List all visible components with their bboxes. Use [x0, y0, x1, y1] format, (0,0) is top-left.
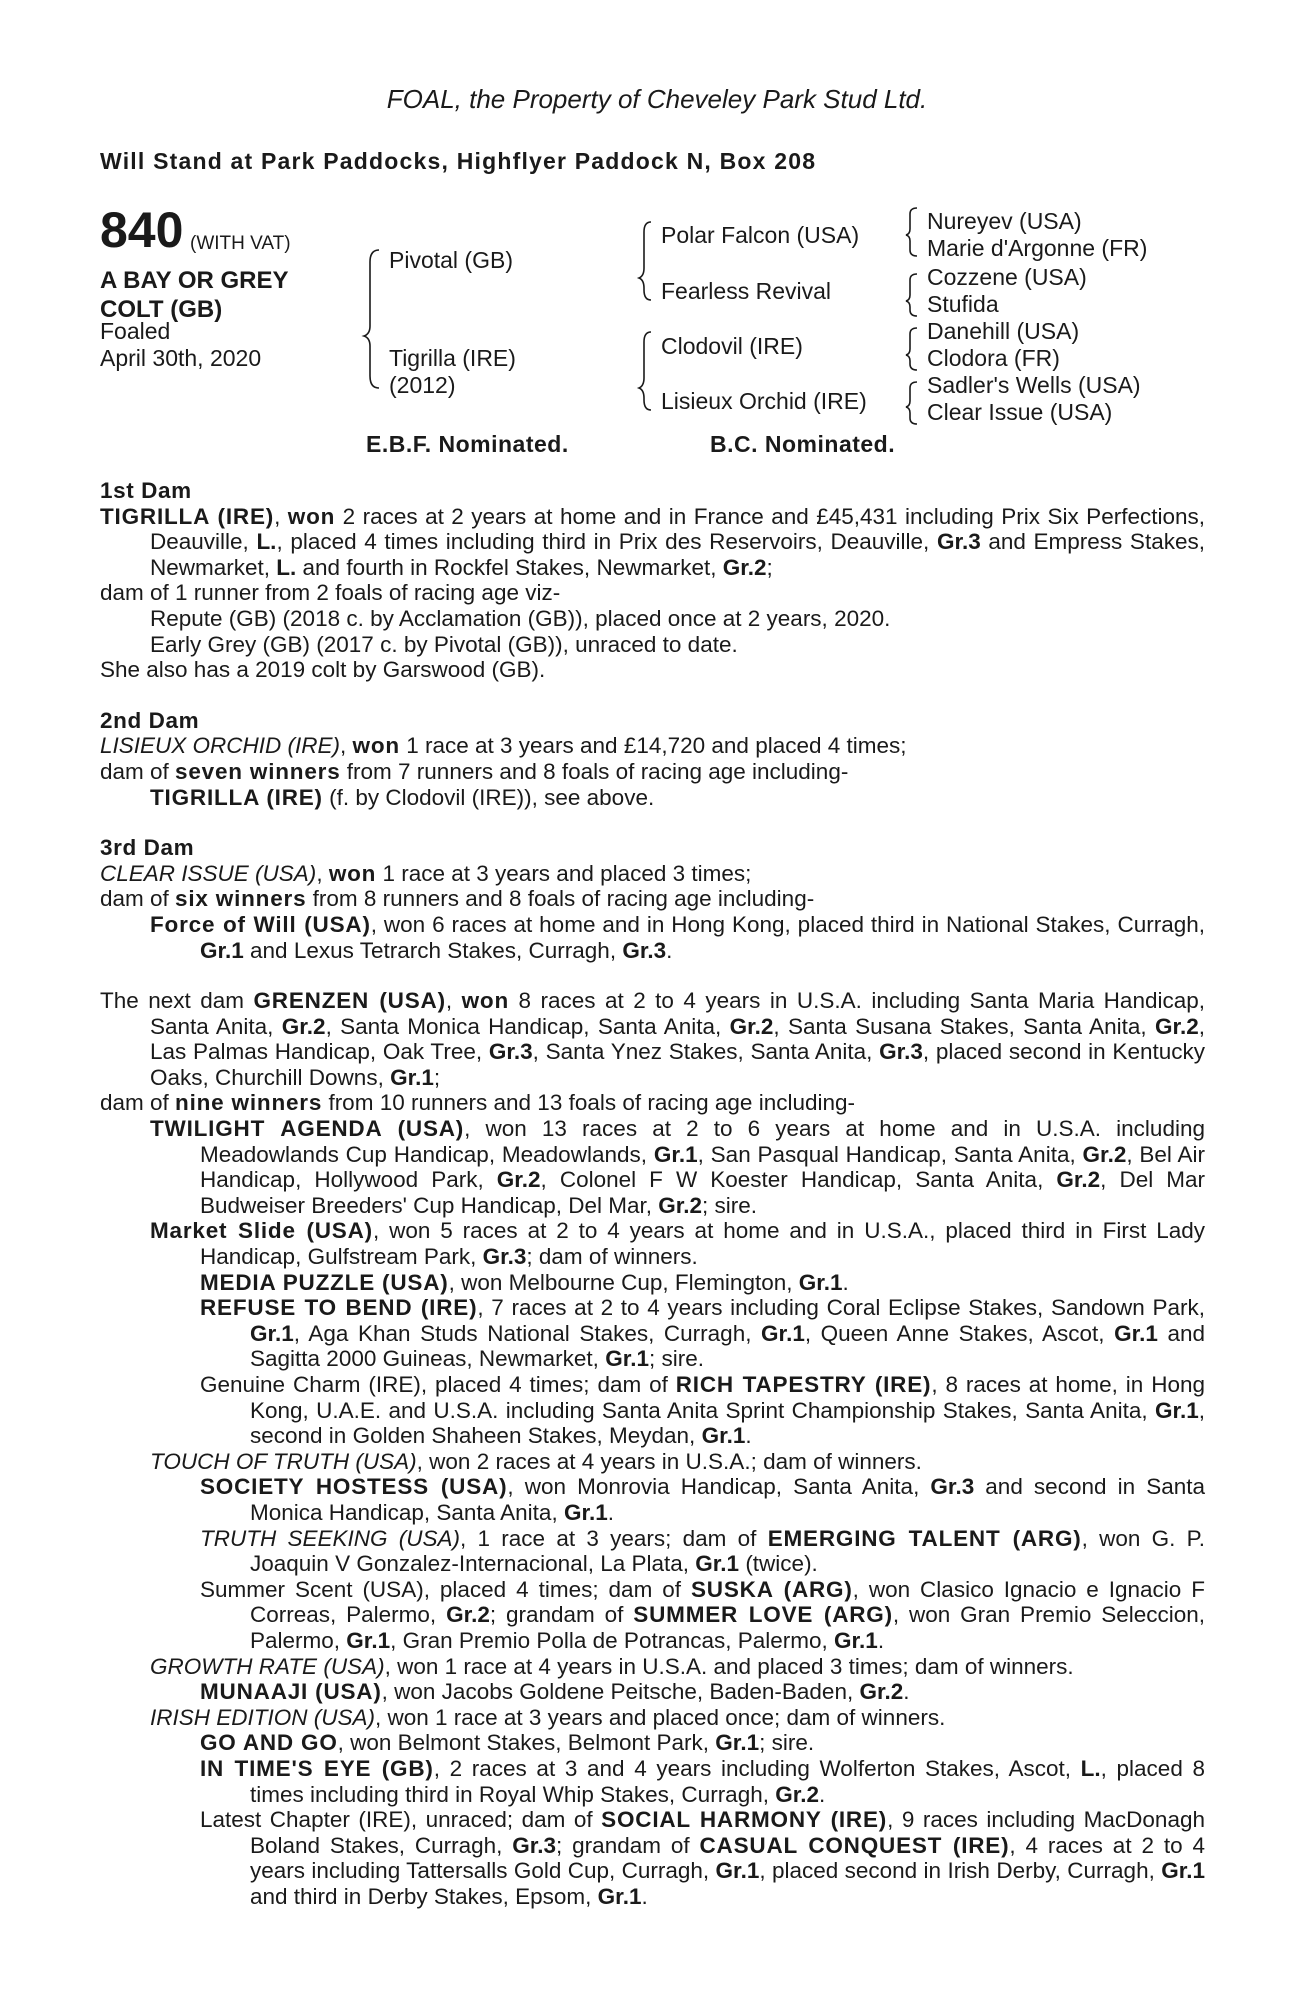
go-and-go: GO AND GO, won Belmont Stakes, Belmont Park, Gr.1; sire. — [200, 1730, 815, 1756]
page-title: FOAL, the Property of Cheveley Park Stud Ltd. — [386, 84, 928, 114]
society-hostess: SOCIETY HOSTESS (USA), won Monrovia Handicap, Santa Anita, Gr.3 and second in Santa Monica Handicap, Santa Anita, Gr.1. — [200, 1474, 1205, 1525]
irish-edition: IRISH EDITION (USA), won 1 race at 3 years and placed once; dam of winners. — [150, 1704, 946, 1730]
third-dam-entry: CLEAR ISSUE (USA), won 1 race at 3 years and placed 3 times; — [100, 860, 752, 886]
munaaji: MUNAAJI (USA), won Jacobs Goldene Peitsche, Baden-Baden, Gr.2. — [200, 1679, 910, 1705]
stand-location: Will Stand at Park Paddocks, Highflyer Paddock N, Box 208 — [100, 148, 817, 174]
second-dam-produce: dam of seven winners from 7 runners and 8 foals of racing age including- — [100, 758, 849, 784]
second-dam-entry: LISIEUX ORCHID (IRE), won 1 race at 3 years and £14,720 and placed 4 times; — [100, 733, 907, 759]
colt-line-2: COLT (GB) — [100, 296, 223, 323]
first-dam-produce: dam of 1 runner from 2 foals of racing age viz- — [100, 580, 561, 606]
second-dam-heading: 2nd Dam — [100, 707, 200, 733]
market-slide: Market Slide (USA), won 5 races at 2 to 4 years at home and in U.S.A., placed third in First Lady Handicap, Gulfstream Park, Gr.3; dam of winners. — [150, 1218, 1205, 1270]
pedigree-sire-dam: Fearless Revival — [661, 278, 831, 304]
third-dam-produce: dam of six winners from 8 runners and 8 foals of racing age including- — [100, 886, 815, 912]
colt-line-1: A BAY OR GREY — [100, 267, 289, 294]
pedigree-sss: Nureyev (USA) — [927, 208, 1082, 234]
in-times-eye: IN TIME'S EYE (GB), 2 races at 3 and 4 years including Wolferton Stakes, Ascot, L., placed 8 times including third in Royal Whip Stakes, Curragh, Gr.2. — [200, 1755, 1205, 1807]
pedigree-dam-dam: Lisieux Orchid (IRE) — [661, 388, 867, 414]
media-puzzle: MEDIA PUZZLE (USA), won Melbourne Cup, Flemington, Gr.1. — [200, 1269, 849, 1295]
pedigree-dsd: Clodora (FR) — [927, 345, 1060, 371]
next-dam-entry: The next dam GRENZEN (USA), won 8 races at 2 to 4 years in U.S.A. including Santa Maria Handicap, Santa Anita, Gr.2, Santa Monica Handicap, Santa Anita, Gr.2, Santa Susana Stakes, Santa Anita, Gr.2, Las Palmas Handicap, Oak Tree, Gr.3, Santa Ynez Stakes, Santa Anita, Gr.3, placed second in Kentucky Oaks, Churchill Downs, Gr.1; — [100, 988, 1205, 1090]
lot-vat: (WITH VAT) — [190, 233, 291, 254]
produce-repute: Repute (GB) (2018 c. by Acclamation (GB)), placed once at 2 years, 2020. — [150, 605, 891, 631]
pedigree-ssd: Marie d'Argonne (FR) — [927, 235, 1148, 261]
next-dam-produce: dam of nine winners from 10 runners and 13 foals of racing age including- — [100, 1090, 856, 1116]
spacer — [100, 963, 1205, 988]
third-dam-heading: 3rd Dam — [100, 835, 195, 861]
second-dam-tigrilla: TIGRILLA (IRE) (f. by Clodovil (IRE)), see above. — [150, 784, 655, 810]
lot-number: 840 — [100, 202, 184, 258]
first-dam-heading: 1st Dam — [100, 478, 192, 503]
growth-rate: GROWTH RATE (USA), won 1 race at 4 years in U.S.A. and placed 3 times; dam of winners. — [150, 1653, 1074, 1679]
pedigree-sdd: Stufida — [927, 291, 999, 317]
spacer — [100, 810, 1205, 835]
touch-of-truth: TOUCH OF TRUTH (USA), won 2 races at 4 years in U.S.A.; dam of winners. — [150, 1448, 922, 1474]
refuse-to-bend: REFUSE TO BEND (IRE), 7 races at 2 to 4 years including Coral Eclipse Stakes, Sandown Park, Gr.1, Aga Khan Studs National Stakes, Curragh, Gr.1, Queen Anne Stakes, Ascot, Gr.1 and Sagitta 2000 Guineas, Newmarket, Gr.1; sire. — [200, 1295, 1206, 1372]
pedigree-dam-year: (2012) — [389, 372, 456, 398]
pedigree-sire: Pivotal (GB) — [389, 247, 513, 273]
ebf-nominated: E.B.F. Nominated. — [366, 431, 569, 457]
truth-seeking: TRUTH SEEKING (USA), 1 race at 3 years; dam of EMERGING TALENT (ARG), won G. P. Joaquin V Gonzalez-Internacional, La Plata, Gr.1 (twice). — [200, 1525, 1205, 1577]
foaled-date: April 30th, 2020 — [100, 345, 262, 371]
summer-scent: Summer Scent (USA), placed 4 times; dam of SUSKA (ARG), won Clasico Ignacio e Ignacio F Correas, Palermo, Gr.2; grandam of SUMMER LOVE (ARG), won Gran Premio Seleccion, Palermo, Gr.1, Gran Premio Polla de Potrancas, Palermo, Gr.1. — [200, 1576, 1206, 1653]
pedigree-notes — [100, 478, 1205, 1909]
genuine-charm: Genuine Charm (IRE), placed 4 times; dam of RICH TAPESTRY (IRE), 8 races at home, in Hong Kong, U.A.E. and U.S.A. including Santa Anita Sprint Championship Stakes, Santa Anita, Gr.1, second in Golden Shaheen Stakes, Meydan, Gr.1. — [200, 1372, 1205, 1449]
pedigree-dam: Tigrilla (IRE) — [389, 345, 516, 371]
spacer — [100, 683, 1205, 708]
pedigree-dds: Sadler's Wells (USA) — [927, 372, 1141, 398]
pedigree-sds: Cozzene (USA) — [927, 264, 1087, 290]
latest-chapter: Latest Chapter (IRE), unraced; dam of SOCIAL HARMONY (IRE), 9 races including MacDonagh Boland Stakes, Curragh, Gr.3; grandam of CASUAL CONQUEST (IRE), 4 races at 2 to 4 years including Tattersalls Gold Cup, Curragh, Gr.1, placed second in Irish Derby, Curragh, Gr.1 and third in Derby Stakes, Epsom, Gr.1. — [200, 1807, 1205, 1909]
bc-nominated: B.C. Nominated. — [710, 431, 896, 457]
pedigree-ddd: Clear Issue (USA) — [927, 399, 1113, 425]
foaled-label: Foaled — [100, 318, 171, 344]
pedigree-sire-sire: Polar Falcon (USA) — [661, 222, 860, 248]
produce-2019-colt: She also has a 2019 colt by Garswood (GB). — [100, 657, 546, 683]
force-of-will: Force of Will (USA), won 6 races at home and in Hong Kong, placed third in National Stakes, Curragh, Gr.1 and Lexus Tetrarch Stakes, Curragh, Gr.3. — [150, 911, 1205, 963]
first-dam-entry: TIGRILLA (IRE), won 2 races at 2 years at home and in France and £45,431 including Prix Six Perfections, Deauville, L., placed 4 times including third in Prix des Reservoirs, Deauville, Gr.3 and Empress Stakes, Newmarket, L. and fourth in Rockfel Stakes, Newmarket, Gr.2; — [100, 503, 1205, 580]
pedigree-dam-sire: Clodovil (IRE) — [661, 333, 803, 359]
twilight-agenda: TWILIGHT AGENDA (USA), won 13 races at 2 to 6 years at home and in U.S.A. including Meadowlands Cup Handicap, Meadowlands, Gr.1, San Pasqual Handicap, Santa Anita, Gr.2, Bel Air Handicap, Hollywood Park, Gr.2, Colonel F W Koester Handicap, Santa Anita, Gr.2, Del Mar Budweiser Breeders' Cup Handicap, Del Mar, Gr.2; sire. — [150, 1116, 1206, 1218]
pedigree-dss: Danehill (USA) — [927, 318, 1080, 344]
produce-early-grey: Early Grey (GB) (2017 c. by Pivotal (GB)), unraced to date. — [150, 631, 738, 657]
